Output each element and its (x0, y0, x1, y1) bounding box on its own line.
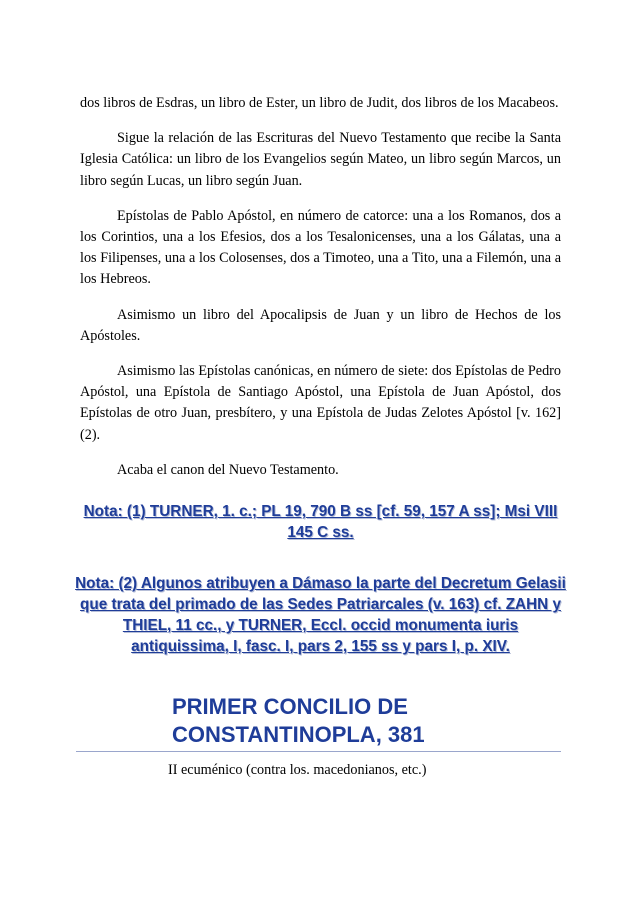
paragraph-5: Asimismo las Epístolas canónicas, en número de siete: dos Epístolas de Pedro Apóstol, una Epístola de Santiago Apóstol, una Epístola de Juan Apóstol, dos Epístolas de otro Juan, presbítero, y una Epístola de Judas Zelotes Apóstol [v. 162](2). (80, 363, 561, 443)
paragraph-6: Acaba el canon del Nuevo Testamento. (117, 461, 339, 478)
paragraph-3: Epístolas de Pablo Apóstol, en número de catorce: una a los Romanos, dos a los Corintios, una a los Efesios, dos a los Tesalonicenses, una a los Gálatas, una a los Filipenses, una a los Colosenses, dos a Timoteo, una a Tito, una a Filemón, una a los Hebreos. (80, 207, 561, 288)
footnote-1: Nota: (1) TURNER, 1. c.; PL 19, 790 B ss [cf. 59, 157 A ss]; Msi VIII 145 C ss. (83, 503, 558, 542)
section-title (172, 693, 561, 749)
footnote-2: Nota: (2) Algunos atribuyen a Dámaso la parte del Decretum Gelasii que trata del primado de las Sedes Patriarcales (v. 163) cf. ZAHN y THIEL, 11 cc., y TURNER, Eccl. occid monumenta iuris antiquissima, I, fasc. I, pars 2, 155 ss y pars I, p. XIV. (75, 575, 566, 656)
paragraph-4: Asimismo un libro del Apocalipsis de Juan y un libro de Hechos de los Apóstoles. (80, 306, 561, 344)
section-title-line-2: CONSTANTINOPLA, 381 (172, 722, 425, 748)
section-subtitle: II ecuménico (contra los. macedonianos, etc.) (168, 762, 427, 779)
section-divider (76, 751, 561, 752)
paragraph-1: dos libros de Esdras, un libro de Ester, un libro de Judit, dos libros de los Macabeos. (80, 95, 559, 111)
paragraph-2: Sigue la relación de las Escrituras del Nuevo Testamento que recibe la Santa Iglesia Católica: un libro de los Evangelios según Mateo, un libro según Marcos, un libro según Lucas, un libro según Juan. (80, 130, 561, 189)
section-title-line-1: PRIMER CONCILIO DE (172, 694, 408, 720)
page-content (75, 93, 566, 780)
